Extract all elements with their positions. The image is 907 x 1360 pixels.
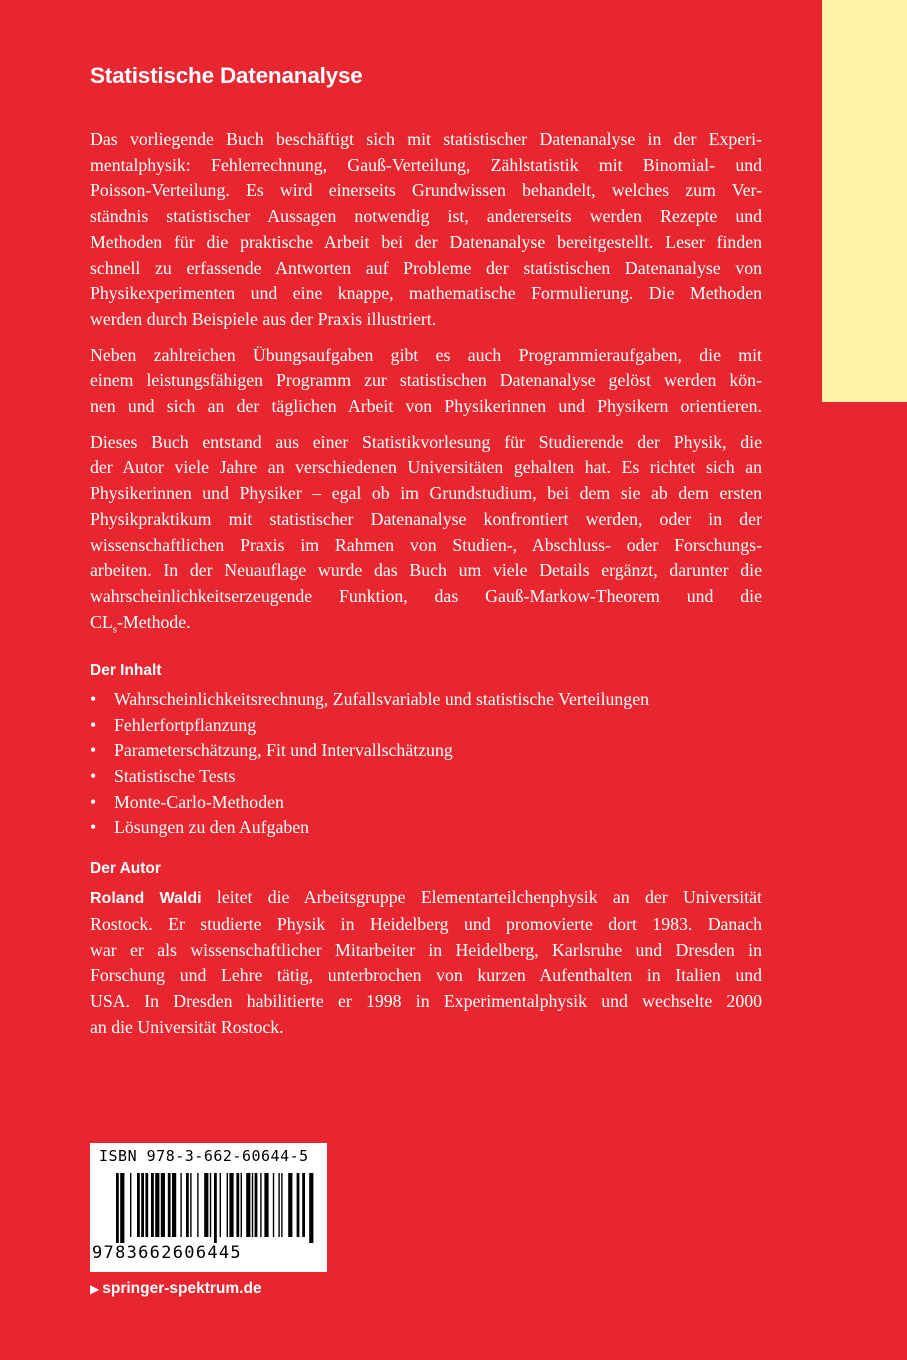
barcode-bar-6 xyxy=(151,1173,154,1237)
barcode-bar-33 xyxy=(302,1173,305,1237)
text-line: war er als wissenschaftlicher Mitarbeiter in Heidelberg, Karlsruhe und Dresden in xyxy=(90,939,762,960)
accent-strip xyxy=(822,0,907,402)
barcode-bar-31 xyxy=(288,1173,292,1237)
contents-item: • Statistische Tests xyxy=(90,764,762,790)
text-line: Forschung und Lehre tätig, unterbrochen von kurzen Aufenthalten in Italien und xyxy=(90,965,762,986)
publisher-url: springer-spektrum.de xyxy=(102,1280,262,1297)
barcode-bar-21 xyxy=(236,1173,239,1237)
contents-item: • Lösungen zu den Aufgaben xyxy=(90,815,762,841)
text-line: nen und sich an der täglichen Arbeit von Physikerinnen und Physikern orientieren. xyxy=(90,396,762,417)
arrow-icon: ▶ xyxy=(90,1282,100,1296)
text-line: an die Universität Rostock. xyxy=(90,1016,284,1037)
contents-item: • Fehlerfortpflanzung xyxy=(90,713,762,739)
text-line: Das vorliegende Buch beschäftigt sich mit statistischer Datenanalyse in der Experi- xyxy=(90,129,762,149)
author-bio-first-line-text: leitet die Arbeitsgruppe Elementarteilchenphysik an der Universität xyxy=(201,887,762,908)
text-line: Physikerinnen und Physiker – egal ob im Grundstudium, bei dem sie ab dem ersten xyxy=(90,483,762,504)
author-bio xyxy=(90,885,762,1040)
contents-list xyxy=(90,687,762,841)
barcode-bar-29 xyxy=(278,1173,279,1237)
publisher-link[interactable] xyxy=(90,1280,262,1298)
text-line: arbeiten. In der Neuauflage wurde das Buch um viele Details ergänzt, darunter die xyxy=(90,560,762,581)
back-cover-text xyxy=(90,62,762,1050)
barcode-bar-19 xyxy=(227,1173,228,1237)
isbn-label: ISBN 978-3-662-60644-5 xyxy=(99,1147,309,1165)
text-line: schnell zu erfassende Antworten auf Probleme der statistischen Datenanalyse von xyxy=(90,257,762,278)
cls-suffix: -Methode. xyxy=(117,611,191,632)
isbn-barcode xyxy=(90,1143,327,1272)
cls-subscript: s xyxy=(112,623,118,636)
barcode-bar-20 xyxy=(229,1173,233,1237)
text-line: Physikpraktikum mit statistischer Datenanalyse konfrontiert werden, oder in der xyxy=(90,508,762,529)
author-name: Roland Waldi xyxy=(90,890,202,908)
text-line xyxy=(90,610,762,643)
text-line: Neben zahlreichen Übungsaufgaben gibt es auch Programmieraufgaben, die mit xyxy=(90,344,762,365)
barcode-bar-16 xyxy=(210,1173,211,1237)
barcode-bar-1 xyxy=(120,1173,124,1243)
text-line: Methoden für die praktische Arbeit bei der Datenanalyse bereitgestellt. Leser finden xyxy=(90,231,762,252)
barcode-bar-2 xyxy=(130,1173,131,1237)
barcode-bar-15 xyxy=(204,1173,208,1237)
barcode-bar-3 xyxy=(137,1173,140,1237)
barcode-bar-14 xyxy=(197,1173,198,1237)
barcode-bar-10 xyxy=(172,1173,176,1237)
barcode-digits: 9783662606445 xyxy=(92,1243,242,1263)
text-line: Poisson-Verteilung. Es wird einerseits Grundwissen behandelt, welches zum Ver- xyxy=(90,180,762,201)
text-line: USA. In Dresden habilitierte er 1998 in Experimentalphysik und wechselte 2000 xyxy=(90,990,762,1011)
barcode-bar-0 xyxy=(116,1173,119,1243)
barcode-bar-5 xyxy=(145,1173,148,1237)
author-heading: Der Autor xyxy=(90,860,161,878)
text-line: wissenschaftlichen Praxis im Rahmen von Studien-, Abschluss- oder Forschungs- xyxy=(90,534,762,555)
barcode-bar-34 xyxy=(309,1173,313,1243)
text-line: Dieses Buch entstand aus einer Statistikvorlesung für Studierende der Physik, die xyxy=(90,431,762,452)
contents-item: • Wahrscheinlichkeitsrechnung, Zufallsvariable und statistische Verteilungen xyxy=(90,687,762,713)
barcode-bar-25 xyxy=(255,1173,258,1237)
barcode-bar-18 xyxy=(220,1173,221,1237)
description-paragraph-2 xyxy=(90,343,762,420)
barcode-bar-7 xyxy=(155,1173,159,1237)
text-line: Physikexperimenten und eine knappe, mathematische Formulierung. Die Methoden xyxy=(90,283,762,304)
contents-item: • Monte-Carlo-Methoden xyxy=(90,790,762,816)
contents-heading: Der Inhalt xyxy=(90,661,162,679)
text-line: wahrscheinlichkeitserzeugende Funktion, das Gauß-Markow-Theorem und die xyxy=(90,585,762,606)
barcode-bar-11 xyxy=(180,1173,181,1237)
barcode-bar-22 xyxy=(241,1173,242,1237)
cls-prefix: CL xyxy=(90,611,113,632)
author-bio-first-line xyxy=(90,885,762,912)
text-line: der Autor viele Jahre an verschiedenen Universitäten gehalten hat. Es richtet sich an xyxy=(90,457,762,478)
description-paragraph-3 xyxy=(90,430,762,643)
text-line: werden durch Beispiele aus der Praxis illustriert. xyxy=(90,308,437,329)
text-line: Rostock. Er studierte Physik in Heidelberg und promovierte dort 1983. Danach xyxy=(90,913,762,934)
barcode-bar-27 xyxy=(264,1173,268,1237)
barcode-bar-24 xyxy=(252,1173,253,1237)
book-title: Statistische Datenanalyse xyxy=(90,63,363,88)
text-line: ständnis statistischer Aussagen notwendig ist, andererseits werden Rezepte und xyxy=(90,206,762,227)
barcode-bar-12 xyxy=(186,1173,189,1237)
barcode-bar-23 xyxy=(246,1173,250,1237)
barcode-bar-30 xyxy=(281,1173,282,1237)
barcode-bar-9 xyxy=(168,1173,171,1237)
text-line: mentalphysik: Fehlerrechnung, Gauß-Verteilung, Zählstatistik mit Binomial- und xyxy=(90,154,762,175)
barcode-bar-32 xyxy=(297,1173,300,1237)
description-paragraph-1 xyxy=(90,127,762,333)
barcode-bar-26 xyxy=(260,1173,261,1237)
contents-item: • Parameterschätzung, Fit und Intervallschätzung xyxy=(90,738,762,764)
barcode-bar-17 xyxy=(214,1173,217,1243)
barcode-bar-4 xyxy=(141,1173,144,1237)
barcode-bar-13 xyxy=(190,1173,191,1237)
barcode-bars xyxy=(90,1169,327,1244)
barcode-bar-28 xyxy=(273,1173,274,1237)
barcode-bar-8 xyxy=(161,1173,165,1237)
text-line: einem leistungsfähigen Programm zur statistischen Datenanalyse gelöst werden kön- xyxy=(90,370,762,391)
